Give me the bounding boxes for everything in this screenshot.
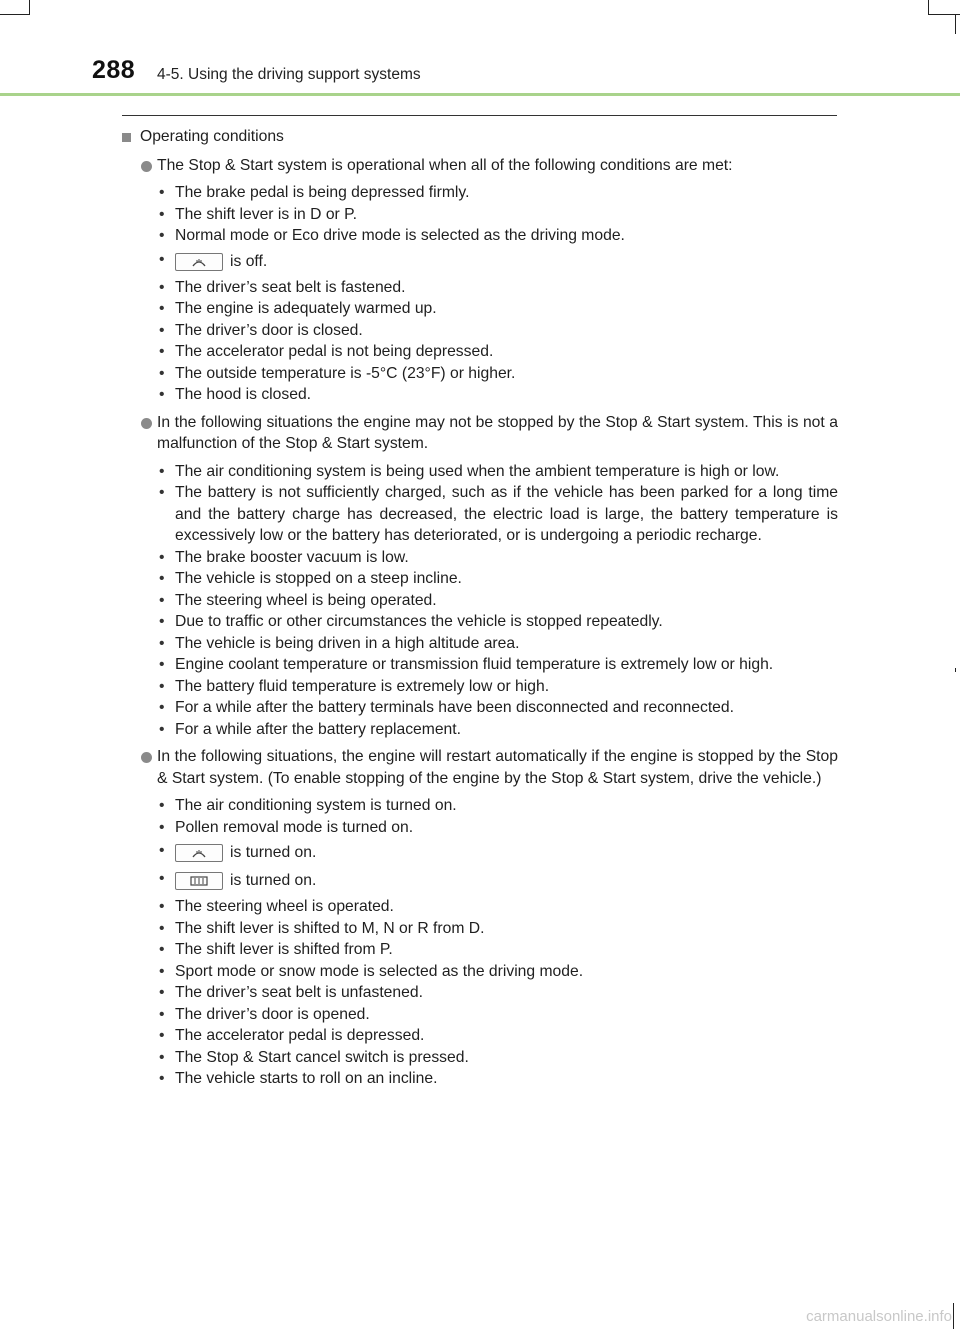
condition-group [122, 412, 838, 455]
list-item: • The brake pedal is being depressed firmly. [175, 182, 838, 204]
list-item: • The air conditioning system is turned on. [175, 795, 838, 817]
list-item: • The engine is adequately warmed up. [175, 298, 838, 320]
icon-line-text: • is off. [230, 252, 268, 270]
bullet-list [122, 795, 838, 1090]
windshield-defogger-icon [175, 253, 223, 271]
crop-mark [955, 668, 956, 672]
list-item: • The battery fluid temperature is extremely low or high. [175, 676, 838, 698]
list-item: • Normal mode or Eco drive mode is selected as the driving mode. [175, 225, 838, 247]
condition-group [122, 155, 838, 177]
list-item: • For a while after the battery terminals have been disconnected and reconnected. [175, 697, 838, 719]
list-item: • For a while after the battery replacement. [175, 719, 838, 741]
list-item: • The steering wheel is operated. [175, 896, 838, 918]
crop-mark [928, 0, 929, 14]
list-item: • The vehicle is being driven in a high altitude area. [175, 633, 838, 655]
bullet-list [122, 182, 838, 406]
list-item [175, 840, 838, 866]
list-item: • The accelerator pedal is depressed. [175, 1025, 838, 1047]
list-item: • The steering wheel is being operated. [175, 590, 838, 612]
crop-mark [29, 0, 30, 14]
list-item: • Engine coolant temperature or transmission fluid temperature is extremely low or high. [175, 654, 838, 676]
crop-mark [0, 14, 30, 15]
list-item: • The driver’s seat belt is unfastened. [175, 982, 838, 1004]
list-item: • Pollen removal mode is turned on. [175, 817, 838, 839]
list-item [175, 868, 838, 894]
list-item: • The shift lever is shifted from P. [175, 939, 838, 961]
group-lead: In the following situations, the engine will restart automatically if the engine is stopped by the Stop & Start system. (To enable stopping of the engine by the Stop & Start system, drive the vehicle.) [157, 748, 838, 787]
group-lead: In the following situations the engine may not be stopped by the Stop & Start system. This is not a malfunction of the Stop & Start system. [157, 413, 838, 452]
circle-bullet-icon [141, 161, 152, 172]
subsection-heading [122, 126, 838, 148]
heading-text: Operating conditions [140, 128, 284, 145]
list-item: • The brake booster vacuum is low. [175, 547, 838, 569]
main-content [122, 126, 838, 1090]
circle-bullet-icon [141, 752, 152, 763]
list-item: • The air conditioning system is being used when the ambient temperature is high or low. [175, 461, 838, 483]
list-item: • The shift lever is shifted to M, N or R from D. [175, 918, 838, 940]
list-item: • The outside temperature is -5°C (23°F) or higher. [175, 363, 838, 385]
content-divider [122, 115, 837, 116]
page-number: 288 [92, 56, 136, 84]
list-item: • The shift lever is in D or P. [175, 204, 838, 226]
watermark: carmanualsonline.info [806, 1308, 952, 1325]
list-item [175, 249, 838, 275]
list-item: • The Stop & Start cancel switch is pressed. [175, 1047, 838, 1069]
header-divider [0, 93, 960, 96]
list-item: • The vehicle starts to roll on an incline. [175, 1068, 838, 1090]
section-title: 4-5. Using the driving support systems [157, 66, 421, 83]
crop-mark [953, 1303, 954, 1329]
rear-window-defogger-icon [175, 872, 223, 890]
bullet-list [122, 461, 838, 741]
circle-bullet-icon [141, 418, 152, 429]
list-item: • The driver’s door is opened. [175, 1004, 838, 1026]
list-item: • The hood is closed. [175, 384, 838, 406]
square-bullet-icon [122, 133, 131, 142]
list-item: • The accelerator pedal is not being depressed. [175, 341, 838, 363]
crop-mark [955, 14, 956, 34]
condition-group [122, 746, 838, 789]
list-item: • Sport mode or snow mode is selected as the driving mode. [175, 961, 838, 983]
list-item: • The battery is not sufficiently charged, such as if the vehicle has been parked for a long time and the battery charge has decreased, the electric load is large, the battery temperature is excessively low or the battery has deteriorated, or is undergoing a periodic recharge. [175, 482, 838, 547]
list-item: • The driver’s door is closed. [175, 320, 838, 342]
windshield-defogger-icon [175, 844, 223, 862]
group-lead: The Stop & Start system is operational when all of the following conditions are met: [157, 156, 733, 174]
icon-line-text: • is turned on. [230, 844, 317, 862]
list-item: • The vehicle is stopped on a steep incline. [175, 568, 838, 590]
list-item: • Due to traffic or other circumstances the vehicle is stopped repeatedly. [175, 611, 838, 633]
list-item: • The driver’s seat belt is fastened. [175, 277, 838, 299]
icon-line-text: • is turned on. [230, 872, 317, 890]
